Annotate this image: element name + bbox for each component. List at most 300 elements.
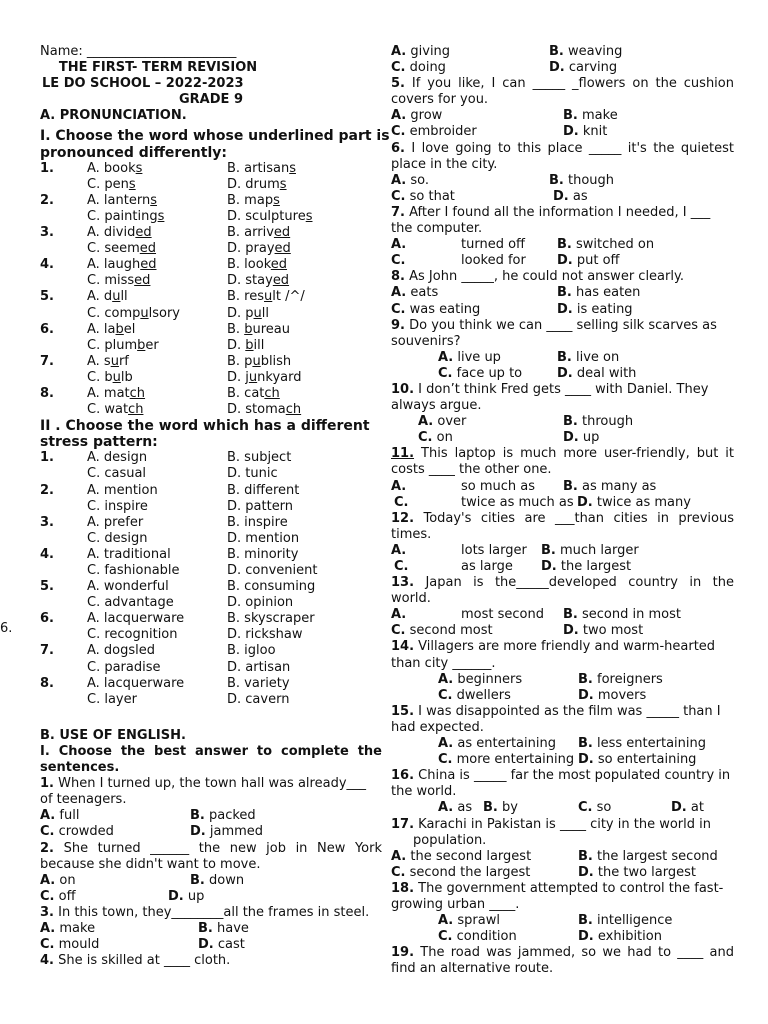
option-letter: B. (190, 872, 205, 888)
option-letter: D. (578, 929, 594, 945)
option-c (391, 60, 446, 76)
option-letter: D. (168, 888, 184, 904)
question-number: 3. (40, 904, 54, 920)
pron-row (40, 177, 382, 193)
option-text: put off (576, 253, 620, 269)
option-text: as many as (582, 478, 657, 494)
option-letter: A. (391, 542, 407, 558)
english-questions-right (391, 44, 734, 977)
underlined-sound: s (128, 176, 136, 192)
option-text: off (58, 888, 76, 904)
option-text: switched on (576, 237, 655, 253)
option-letter: A. (391, 607, 407, 623)
option-d (563, 623, 643, 639)
option-a: A. lacquerware (87, 675, 185, 691)
option-letter: B. (541, 542, 556, 558)
option-b: B. artisans (227, 160, 296, 176)
option-a: A. wonderful (87, 579, 169, 595)
options-row (40, 873, 382, 889)
options-row (391, 672, 734, 688)
options-row (391, 285, 734, 301)
option-c (438, 688, 511, 704)
options-row (391, 849, 734, 865)
option-c: C. advantage (87, 595, 174, 611)
option-letter: A. (418, 414, 434, 430)
option-b: B. skyscraper (227, 611, 315, 627)
underlined-sound: b (115, 321, 124, 337)
option-a (40, 808, 79, 824)
option-text: sprawl (457, 913, 500, 929)
underlined-sound: u (253, 305, 262, 321)
option-d (563, 430, 599, 446)
option-c (40, 824, 114, 840)
option-a (391, 173, 429, 189)
pron-row (40, 354, 382, 370)
option-a: A. surf (87, 353, 129, 369)
underlined-sound: ed (139, 241, 157, 257)
question-stem-cont: world. (391, 591, 431, 607)
option-b (198, 921, 249, 937)
stress-row (40, 643, 382, 659)
option-b: B. inspire (227, 514, 288, 530)
option-c: C. recognition (87, 627, 178, 643)
grade-line: GRADE 9 (179, 92, 243, 108)
question-stem-cont: times. (391, 526, 432, 542)
option-a (391, 108, 442, 124)
option-letter: D. (190, 824, 206, 840)
option-letter: B. (578, 736, 593, 752)
option-a (40, 921, 95, 937)
option-letter: B. (483, 800, 498, 816)
question-stem-cont: growing urban ____. (391, 896, 520, 912)
option-c: as large (461, 559, 513, 574)
option-text: packed (209, 808, 256, 824)
option-text: so that (409, 188, 455, 204)
question-number: 6. (391, 140, 405, 156)
question-number: 4. (40, 953, 54, 969)
option-letter: B. (578, 848, 593, 864)
stress-instruction-2: stress pattern: (40, 434, 158, 451)
option-text: up (187, 888, 205, 904)
option-letter: B. (557, 237, 572, 253)
pron-row (40, 289, 382, 305)
stress-row (40, 531, 382, 547)
option-a (391, 44, 450, 60)
option-letter: D. (671, 800, 687, 816)
option-b: B. minority (227, 546, 299, 562)
option-d: D. cavern (227, 691, 290, 707)
stress-row (40, 515, 382, 531)
option-a (438, 736, 556, 752)
option-a (418, 414, 466, 430)
option-b (190, 808, 256, 824)
option-letter: C. (40, 824, 55, 840)
option-text: though (568, 172, 615, 188)
option-c: C. plumber (87, 337, 159, 353)
option-d (671, 800, 704, 816)
option-letter: D. (563, 623, 579, 639)
option-letter: A. (391, 108, 407, 124)
option-c: C. missed (87, 273, 151, 289)
pron-row (40, 193, 382, 209)
question-number: 5. (40, 579, 54, 595)
question-stem-cont: because she didn't want to move. (40, 856, 261, 872)
option-a: A. label (87, 321, 136, 337)
right-column (391, 44, 734, 977)
question-stem: 14. Villagers are more friendly and warm-hearted (391, 639, 716, 655)
question-number: 1. (40, 450, 54, 466)
option-letter: A. (40, 872, 56, 888)
stress-row (40, 676, 382, 692)
options-row (391, 607, 734, 623)
option-d (553, 189, 588, 205)
option-d: D. sculptures (227, 208, 313, 224)
option-text: less entertaining (597, 736, 706, 752)
option-letter: C. (418, 430, 433, 446)
option-text: the second largest (410, 848, 532, 864)
option-text: mould (58, 937, 100, 953)
option-c: C. paradise (87, 659, 161, 675)
option-text: by (502, 800, 518, 816)
stress-instruction-1: II . Choose the word which has a different (40, 418, 370, 435)
option-text: as (572, 188, 588, 204)
option-a: A. traditional (87, 546, 171, 562)
option-letter: A. (438, 349, 454, 365)
option-a (391, 285, 438, 301)
option-letter: B. (549, 44, 564, 59)
option-a (391, 849, 531, 865)
option-a: so much as (461, 478, 536, 494)
option-letter: C. (391, 623, 406, 639)
option-letter: A. (40, 808, 56, 824)
question-number: 16. (391, 768, 415, 784)
option-text: crowded (58, 824, 114, 840)
option-d: D. pull (227, 305, 270, 321)
pron-row (40, 273, 382, 289)
stress-row (40, 483, 382, 499)
english-instruction-1: I. Choose the best answer to complete the (40, 743, 382, 759)
option-b (549, 44, 622, 60)
option-letter: B. (563, 478, 578, 494)
option-c: C. compulsory (87, 305, 180, 321)
options-row (391, 430, 734, 446)
underlined-sound: ch (129, 385, 146, 401)
option-a: A. books (87, 160, 143, 176)
option-b: B. different (227, 482, 300, 498)
option-text: so (596, 800, 612, 816)
option-a: A. laughed (87, 257, 157, 273)
option-c: C. fashionable (87, 563, 180, 578)
option-text: jammed (209, 824, 264, 840)
option-b: B. catch (227, 385, 280, 401)
question-number: 8. (40, 675, 54, 691)
option-d (557, 366, 636, 382)
option-b: B. consuming (227, 579, 316, 595)
option-text: live up (457, 349, 501, 365)
option-letter: C. (40, 888, 55, 904)
option-text: at (690, 800, 704, 816)
option-c: C. design (87, 530, 148, 546)
options-row (391, 350, 734, 366)
option-b: B. bureau (227, 321, 290, 337)
option-letter: C. (391, 864, 406, 880)
question-stem: 3. In this town, they________all the frames in steel. (40, 904, 370, 920)
option-text: two most (582, 623, 644, 639)
option-d: D. pattern (227, 498, 294, 514)
question-number: 13. (391, 575, 415, 591)
option-letter: D. (563, 430, 579, 446)
option-a: A. prefer (87, 514, 144, 530)
options-row (391, 800, 734, 816)
stress-row (40, 660, 382, 676)
option-text: foreigners (597, 671, 663, 687)
option-a: turned off (461, 237, 525, 253)
question-number: 11. (391, 446, 415, 462)
underlined-sound: s (289, 160, 296, 176)
option-c (578, 800, 611, 816)
option-letter: C. (438, 365, 453, 381)
underlined-sound: b (137, 337, 146, 353)
section-b-heading: B. USE OF ENGLISH. (40, 727, 186, 743)
option-c (391, 865, 530, 881)
option-letter: D. (578, 864, 594, 880)
option-d (557, 253, 620, 269)
option-b: B. result /^/ (227, 289, 305, 305)
option-b: B. variety (227, 675, 290, 691)
option-d (578, 865, 696, 881)
option-letter: A. (40, 920, 56, 936)
pron-row (40, 386, 382, 402)
worksheet-title: THE FIRST- TERM REVISION (58, 60, 258, 76)
option-text: carving (568, 60, 618, 76)
option-letter: B. (557, 349, 572, 365)
options-row (391, 929, 734, 945)
stress-row (40, 692, 382, 708)
question-stem-cont: population. (413, 832, 487, 848)
option-text: much larger (560, 542, 639, 558)
option-d (190, 824, 263, 840)
question-stem: 9. Do you think we can ____ selling silk scarves as (391, 317, 717, 333)
option-text: has eaten (576, 285, 641, 301)
option-c (391, 189, 455, 205)
underlined-sound: u (252, 353, 261, 369)
option-c: C. pens (87, 176, 136, 192)
options-row (40, 824, 382, 840)
question-number: 10. (391, 381, 415, 397)
option-b (578, 849, 718, 865)
question-number: 14. (391, 639, 415, 655)
question-number: 7. (40, 353, 54, 369)
underlined-sound: ed (140, 257, 157, 273)
question-stem: 12. Today's cities are ___than cities in previous (391, 510, 734, 526)
option-d (557, 302, 633, 318)
question-stem-cont: of teenagers. (40, 792, 127, 808)
option-b: B. igloo (227, 643, 276, 659)
underlined-sound: ed (134, 273, 151, 289)
options-row (391, 366, 734, 382)
option-letter: C. (438, 929, 453, 945)
option-letter: D. (557, 365, 573, 381)
option-d (549, 60, 617, 76)
stress-row (40, 499, 382, 515)
option-a: A. dull (87, 289, 128, 305)
question-number: 6. (40, 611, 54, 627)
stress-row (40, 579, 382, 595)
option-a (40, 873, 76, 889)
option-letter: A. (438, 913, 454, 929)
stress-row (40, 466, 382, 482)
option-c (438, 366, 522, 382)
option-letter: B. (578, 913, 593, 929)
option-c: C. bulb (87, 369, 133, 385)
option-letter: C. (391, 188, 406, 204)
option-letter: C. (578, 800, 593, 816)
option-letter: D. (557, 253, 573, 269)
stress-row (40, 611, 382, 627)
pron-row (40, 241, 382, 257)
option-a: A. match (87, 385, 146, 401)
underlined-sound: b (244, 321, 253, 337)
option-letter: D. (557, 301, 573, 317)
option-text: is eating (576, 301, 633, 317)
option-text: giving (410, 44, 451, 59)
option-text: make (582, 108, 618, 124)
options-row (391, 495, 734, 511)
underlined-sound: ed (272, 273, 290, 289)
option-text: twice as many (596, 494, 691, 510)
underlined-sound: ch (285, 402, 302, 418)
options-row (391, 623, 734, 639)
option-a (438, 672, 522, 688)
option-b (483, 800, 518, 816)
underlined-sound: b (245, 337, 254, 353)
option-text: through (582, 414, 634, 430)
option-letter: C. (391, 124, 406, 140)
option-letter: B. (563, 414, 578, 430)
option-letter: C. (391, 253, 406, 269)
pron-row (40, 225, 382, 241)
options-row (391, 752, 734, 768)
option-a: A. lanterns (87, 192, 157, 208)
question-number: 18. (391, 880, 415, 896)
option-letter: B. (563, 108, 578, 124)
section-a-heading: A. PRONUNCIATION. (40, 108, 187, 124)
underlined-sound: s (135, 160, 143, 176)
options-row (391, 173, 734, 189)
option-text: down (209, 872, 245, 888)
option-a: A. lacquerware (87, 611, 185, 627)
underlined-sound: ed (135, 225, 152, 241)
option-a: A. mention (87, 482, 158, 498)
question-stem: 8. As John _____, he could not answer clearly. (391, 269, 684, 285)
option-text: up (582, 430, 600, 446)
underlined-sound: s (305, 208, 313, 224)
question-number: 2. (40, 192, 54, 208)
question-stem-cont: place in the city. (391, 156, 498, 172)
option-letter: D. (577, 494, 593, 510)
options-row (391, 479, 734, 495)
question-number: 3. (40, 225, 54, 241)
option-letter: C. (40, 937, 55, 953)
option-a (438, 350, 501, 366)
option-c: C. layer (87, 691, 137, 707)
question-stem: 7. After I found all the information I needed, I ___ (391, 204, 711, 220)
question-stem: 10. I don’t think Fred gets ____ with Daniel. They (391, 381, 709, 397)
pronunciation-questions (40, 161, 382, 419)
option-text: over (437, 414, 467, 430)
option-d: D. opinion (227, 595, 294, 611)
question-stem: 6. I love going to this place _____ it's the quietest (391, 140, 734, 156)
question-number: 1. (40, 160, 54, 176)
option-text: exhibition (597, 929, 662, 945)
option-letter: B. (198, 920, 213, 936)
question-number: 1. (40, 776, 54, 792)
option-d: D. tunic (227, 466, 278, 482)
option-text: grow (410, 108, 443, 124)
option-text: intelligence (597, 913, 673, 929)
stress-row (40, 595, 382, 611)
option-c: C. watch (87, 402, 144, 418)
option-text: second most (409, 623, 493, 639)
option-text: condition (456, 929, 517, 945)
option-c: twice as much as (461, 494, 574, 510)
option-b (563, 414, 633, 430)
option-text: the two largest (597, 864, 696, 880)
question-number: 19. (391, 945, 415, 961)
question-number: 8. (391, 269, 405, 285)
option-d (578, 752, 696, 768)
options-row (391, 44, 734, 60)
options-row (391, 124, 734, 140)
option-d: D. stayed (227, 273, 290, 289)
option-b: B. looked (227, 257, 288, 273)
option-letter: A. (391, 44, 407, 59)
option-text: eats (410, 285, 439, 301)
option-b (578, 913, 672, 929)
option-a: A. design (87, 450, 148, 466)
option-letter: D. (563, 124, 579, 140)
underlined-sound: ch (264, 385, 280, 401)
options-row (391, 108, 734, 124)
option-b: B. publish (227, 353, 292, 369)
pron-row (40, 322, 382, 338)
option-d: D. prayed (227, 241, 291, 257)
option-c (40, 937, 99, 953)
option-b (578, 672, 663, 688)
question-number: 4. (40, 546, 54, 562)
option-d: D. junkyard (227, 369, 302, 385)
question-stem: 16. China is _____ far the most populated country in (391, 768, 731, 784)
option-text: so entertaining (597, 752, 697, 768)
question-number: 3. (40, 514, 54, 530)
option-text: embroider (409, 124, 477, 140)
option-a: A. divided (87, 225, 152, 241)
option-d: D. drums (227, 176, 287, 192)
options-row (391, 559, 734, 575)
option-letter: D. (198, 937, 214, 953)
stress-row (40, 563, 382, 579)
question-stem: 1. When I turned up, the town hall was already___ (40, 776, 367, 792)
option-text: on (436, 430, 453, 446)
options-row (391, 237, 734, 253)
option-c (391, 623, 493, 639)
option-letter: C. (394, 494, 409, 510)
option-text: make (59, 920, 96, 936)
option-d: D. convenient (227, 563, 318, 578)
option-c (418, 430, 453, 446)
option-letter: D. (553, 188, 569, 204)
option-letter: A. (391, 848, 407, 864)
